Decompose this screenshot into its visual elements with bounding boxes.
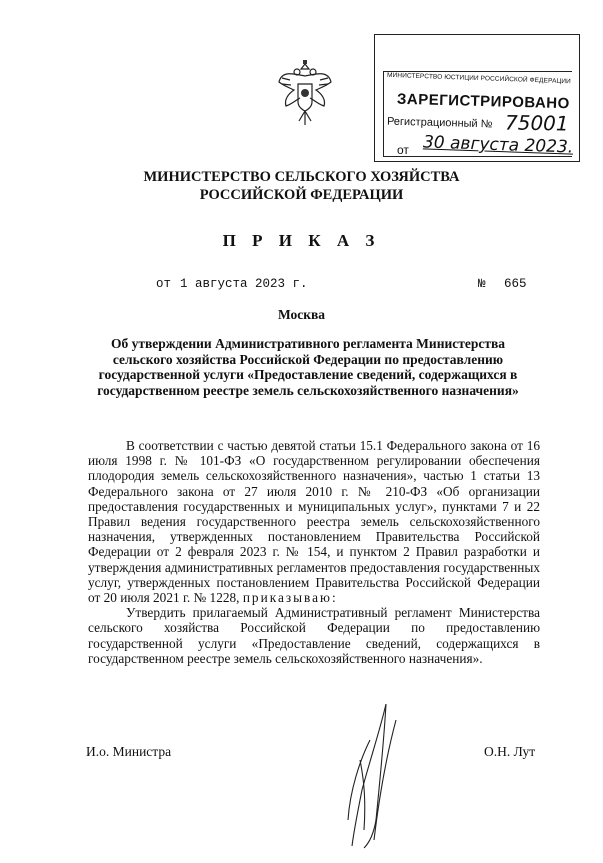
stamp-date-label: от: [397, 143, 409, 157]
body-paragraph-preamble: [88, 438, 540, 605]
order-date: 1 августа 2023 г.: [180, 277, 308, 291]
order-word: приказываю:: [242, 590, 338, 606]
body-paragraph-resolution: Утвердить прилагаемый Административный регламент Министерства сельского хозяйства Российской Федерации по предоставлению государственной услуги «Предоставление сведений, содержащихся в государственном реестре земель сельскохозяйственного назначения».: [88, 605, 540, 666]
stamp-ministry: МИНИСТЕРСТВО ЮСТИЦИИ РОССИЙСКОЙ ФЕДЕРАЦИИ: [386, 71, 572, 86]
preamble-text: В соответствии с частью девятой статьи 15.1 Федерального закона от 16 июля 1998 г. № 101-ФЗ «О государственном регулировании обеспечения плодородия земель сельскохозяйственного назначения», частью 1 статьи 13 Федерального закона от 27 июля 2010 г. № 210-ФЗ «Об организации предоставления государственных и муниципальных услуг», пунктами 7 и 22 Правил ведения государственного реестра земель сельскохозяйственного назначения, утвержденных постановлением Правительства Российской Федерации от 2 февраля 2023 г. № 154, и пунктом 2 Правил разработки и утверждения административных регламентов предоставления государственных услуг, утвержденных постановлением Правительства Российской Федерации от 20 июля 2021 г. № 1228,: [88, 438, 540, 606]
signatory-position: И.о. Министра: [86, 744, 172, 759]
order-title: П Р И К А З: [222, 231, 381, 250]
stamp-date: 30 августа 2023.: [422, 132, 574, 158]
stamp-reg-number: 75001: [504, 110, 569, 136]
stamp-registered: ЗАРЕГИСТРИРОВАНО: [396, 90, 571, 113]
stamp-reg-number-label: Регистрационный №: [386, 115, 493, 131]
order-date-prefix: от: [156, 277, 172, 291]
ministry-name-line2: РОССИЙСКОЙ ФЕДЕРАЦИИ: [199, 187, 404, 203]
order-number-sign: №: [478, 277, 486, 291]
order-body: [88, 438, 540, 666]
registration-stamp: [374, 34, 580, 162]
coat-of-arms-emblem: [276, 56, 334, 130]
city: Москва: [277, 307, 326, 322]
signatory-name: О.Н. Лут: [484, 744, 536, 759]
order-subject: Об утверждении Административного регламента Министерства сельского хозяйства Российской Федерации по предоставлению государственной услуги «Предоставление сведений, содержащихся в государственном реестре земель сельскохозяйственного назначения»: [97, 336, 519, 398]
ministry-name-line1: МИНИСТЕРСТВО СЕЛЬСКОГО ХОЗЯЙСТВА: [143, 169, 460, 185]
handwritten-signature: [340, 700, 400, 850]
order-number: 665: [504, 277, 527, 291]
